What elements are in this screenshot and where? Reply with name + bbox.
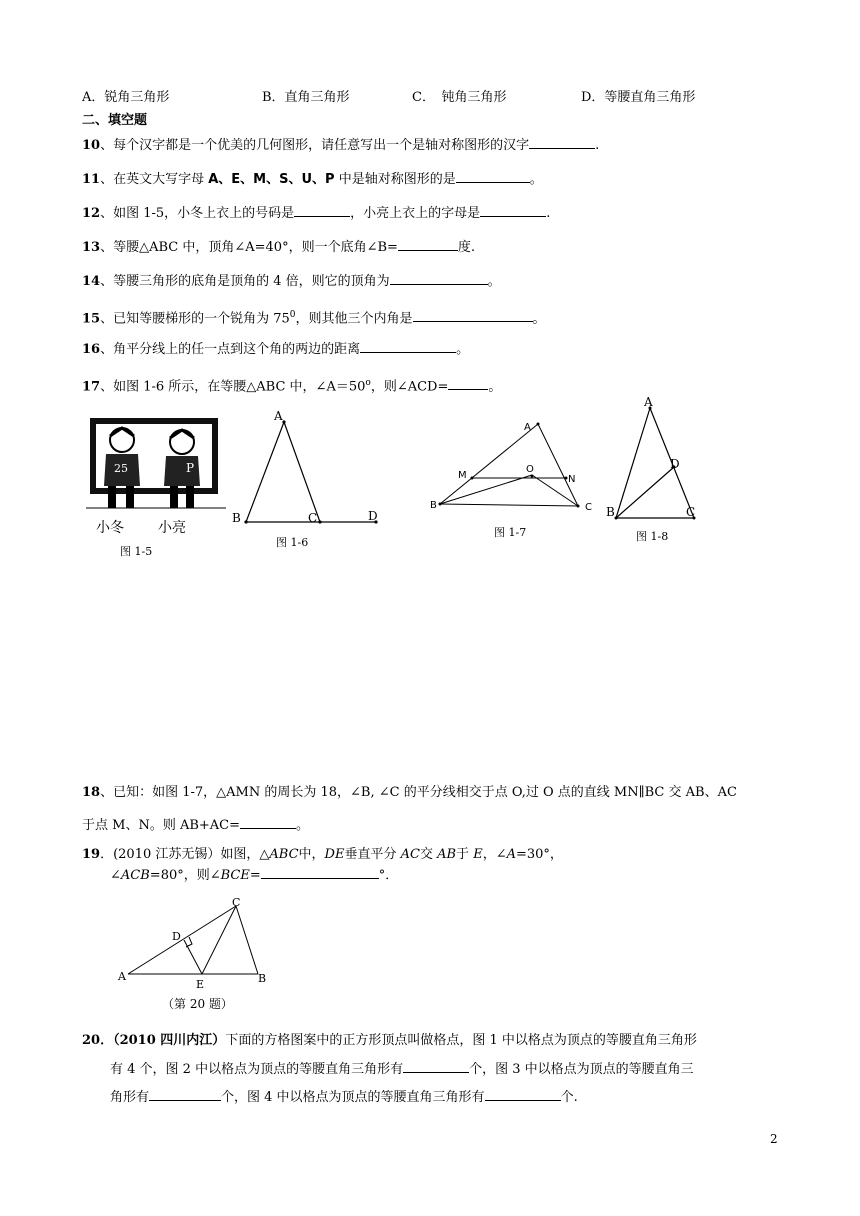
- math-var: BCE: [220, 868, 250, 883]
- question-text: 于点 M、N。则 AB+AC=: [82, 818, 241, 833]
- figure-caption: 图 1-6: [276, 536, 309, 549]
- question-number: 15: [82, 311, 101, 327]
- label-c: C: [308, 511, 318, 525]
- figure-caption: 图 1-8: [636, 530, 669, 543]
- letter-list: A、E、M、S、U、P: [208, 172, 335, 187]
- question-text: 、等腰三角形的底角是顶角的 4 倍，则它的顶角为: [100, 274, 390, 289]
- answer-blank[interactable]: [360, 340, 456, 353]
- question-text: =30°，: [515, 847, 563, 862]
- label-a: A: [118, 970, 126, 983]
- math-var: E: [473, 847, 483, 862]
- question-number: 10: [82, 138, 101, 153]
- question-tail: .: [595, 138, 600, 153]
- figure-1-8: [606, 394, 716, 554]
- question-number: 18: [82, 785, 101, 800]
- question-11: [82, 170, 543, 189]
- shirt-number: 25: [114, 462, 128, 475]
- question-text: 、如图 1-6 所示，在等腰△ABC 中，∠A＝50: [100, 379, 366, 395]
- question-tail: 。: [529, 172, 543, 187]
- label-n: N: [568, 474, 576, 485]
- math-var: ABC: [269, 847, 299, 862]
- question-tail: 。: [296, 818, 310, 833]
- question-number: 12: [82, 206, 101, 221]
- question-16: [82, 340, 469, 359]
- degree-superscript: o: [365, 378, 371, 388]
- question-18-line-2: [82, 816, 309, 835]
- question-text: 、如图 1-5，小冬上衣上的号码是: [100, 206, 295, 221]
- answer-blank[interactable]: [529, 136, 595, 149]
- segment-bd: [616, 467, 674, 518]
- question-text: 有 4 个，图 2 中以格点为顶点的等腰直角三角形有: [110, 1062, 404, 1077]
- choice-c: C． 钝角三角形: [412, 90, 507, 105]
- question-14: [82, 272, 501, 291]
- question-number: 19: [82, 847, 101, 862]
- label-c: C: [585, 502, 592, 513]
- answer-blank[interactable]: [398, 238, 458, 251]
- question-text: 、每个汉字都是一个优美的几何图形，请任意写出一个是轴对称图形的汉字: [100, 138, 530, 153]
- page-number: 2: [770, 1132, 778, 1146]
- question-20-line-2: [110, 1060, 694, 1079]
- answer-blank[interactable]: [456, 170, 530, 183]
- figure-caption: 图 1-7: [494, 526, 527, 539]
- label-b: B: [232, 511, 241, 525]
- math-var: DE: [324, 847, 345, 862]
- segment-de: [184, 940, 202, 974]
- question-tail: °．: [378, 868, 399, 883]
- question-text: 个，图 3 中以格点为顶点的等腰直角三: [469, 1062, 694, 1077]
- answer-blank[interactable]: [390, 272, 488, 285]
- name-xiaoliang: 小亮: [158, 520, 186, 536]
- figure-1-6: [228, 404, 388, 554]
- label-d: D: [670, 457, 680, 471]
- question-20-line-1: [82, 1032, 697, 1050]
- question-19-line-1: [82, 846, 563, 864]
- side-ab: [616, 408, 650, 518]
- answer-blank[interactable]: [240, 816, 296, 829]
- question-text: 、角平分线上的任一点到这个角的两边的距离: [100, 342, 361, 357]
- side-ac: [128, 906, 236, 974]
- question-tail: 。: [532, 311, 546, 327]
- label-a: A: [644, 395, 653, 409]
- question-text: 中，: [298, 847, 325, 862]
- question-text: 下面的方格图案中的正方形顶点叫做格点，图 1 中以格点为顶点的等腰直角三角形: [225, 1033, 697, 1048]
- side-ac: [284, 422, 320, 522]
- math-var: A: [506, 847, 516, 862]
- question-text: 、已知等腰梯形的一个锐角为 75: [100, 311, 290, 327]
- label-o: O: [526, 464, 534, 475]
- figure-question-20: [116, 896, 286, 1014]
- boy-head-right: [170, 430, 194, 454]
- question-10: [82, 136, 599, 155]
- choice-a: A．锐角三角形: [82, 90, 170, 105]
- question-source: ．（2010 四川内江）: [100, 1033, 226, 1048]
- question-text: ，则其他三个内角是: [295, 311, 413, 327]
- answer-blank[interactable]: [413, 309, 533, 322]
- boy-head-left: [110, 428, 134, 452]
- label-d: D: [172, 930, 181, 943]
- label-m: M: [458, 470, 467, 481]
- answer-blank[interactable]: [403, 1060, 469, 1073]
- question-tail: 个.: [560, 1090, 578, 1105]
- question-text: 、已知：如图 1-7，△AMN 的周长为 18，∠B, ∠C 的平分线相交于点 O,过 O 点的直线 MN∥BC 交 AB、AC: [100, 785, 737, 800]
- question-number: 20: [82, 1033, 101, 1048]
- question-number: 16: [82, 342, 101, 357]
- section-title: 二、填空题: [82, 113, 148, 128]
- math-var: AB: [437, 847, 457, 862]
- question-number: 14: [82, 274, 101, 289]
- question-text: 中是轴对称图形的是: [334, 172, 456, 187]
- bisector-bo: [440, 475, 532, 504]
- answer-blank[interactable]: [294, 204, 350, 217]
- name-xiaodong: 小冬: [96, 520, 124, 536]
- label-b: B: [606, 505, 615, 519]
- question-12: [82, 204, 550, 223]
- question-15: [82, 306, 546, 328]
- side-ab: [246, 422, 284, 522]
- label-e: E: [196, 978, 205, 991]
- question-text: 个，图 4 中以格点为顶点的等腰直角三角形有: [221, 1090, 485, 1105]
- label-c: C: [686, 505, 696, 519]
- choice-d: D．等腰直角三角形: [581, 90, 696, 105]
- label-b: B: [430, 500, 437, 511]
- math-var: AC: [400, 847, 420, 862]
- math-var: ACB: [120, 868, 150, 883]
- question-text: 、在英文大写字母: [100, 172, 209, 187]
- side-ab: [440, 424, 538, 504]
- question-text: =80°，则∠: [149, 868, 221, 883]
- question-text: ，则∠ACD=: [370, 379, 449, 395]
- question-13: [82, 238, 475, 257]
- question-number: 11: [82, 172, 101, 187]
- figure-1-7: [428, 414, 608, 544]
- figure-1-5: [86, 412, 236, 562]
- question-tail: .: [546, 206, 551, 221]
- label-c: C: [232, 896, 241, 909]
- question-text: 于: [456, 847, 474, 862]
- question-18-line-1: [82, 784, 737, 802]
- degree-superscript: 0: [289, 310, 296, 320]
- question-tail: 。: [456, 342, 470, 357]
- answer-blank[interactable]: [480, 204, 546, 217]
- question-text: 垂直平分: [344, 847, 401, 862]
- boy-body-right: [164, 456, 200, 486]
- choice-b: B．直角三角形: [262, 90, 350, 105]
- answer-blank[interactable]: [448, 377, 488, 390]
- label-a: A: [524, 422, 531, 433]
- question-tail: 度.: [457, 240, 476, 255]
- shirt-letter: P: [186, 461, 195, 475]
- question-text: ∠: [110, 868, 121, 883]
- label-b: B: [258, 972, 267, 985]
- figure-caption: （第 20 题）: [162, 997, 233, 1011]
- question-text: 角形有: [110, 1090, 150, 1105]
- question-20-line-3: [110, 1088, 578, 1107]
- question-number: 13: [82, 240, 101, 255]
- question-19-line-2: [110, 866, 398, 885]
- answer-blank[interactable]: [261, 866, 379, 879]
- answer-blank[interactable]: [485, 1088, 561, 1101]
- question-text: =: [249, 868, 261, 883]
- side-bc: [440, 504, 578, 506]
- label-d: D: [368, 509, 378, 523]
- side-cb: [236, 906, 258, 974]
- question-text: 、等腰△ABC 中，顶角∠A=40°，则一个底角∠B=: [100, 240, 398, 255]
- label-a: A: [274, 409, 283, 423]
- question-tail: 。: [488, 379, 502, 395]
- question-17: [82, 374, 501, 396]
- answer-blank[interactable]: [149, 1088, 221, 1101]
- question-number: 17: [82, 379, 101, 395]
- question-tail: 。: [487, 274, 501, 289]
- question-text: ，小亮上衣上的字母是: [350, 206, 481, 221]
- figure-caption: 图 1-5: [120, 545, 153, 558]
- question-text: ．(2010 江苏无锡）如图，△: [100, 847, 270, 862]
- question-text: ，∠: [482, 847, 507, 862]
- side-ac: [538, 424, 578, 506]
- question-text: 交: [419, 847, 438, 862]
